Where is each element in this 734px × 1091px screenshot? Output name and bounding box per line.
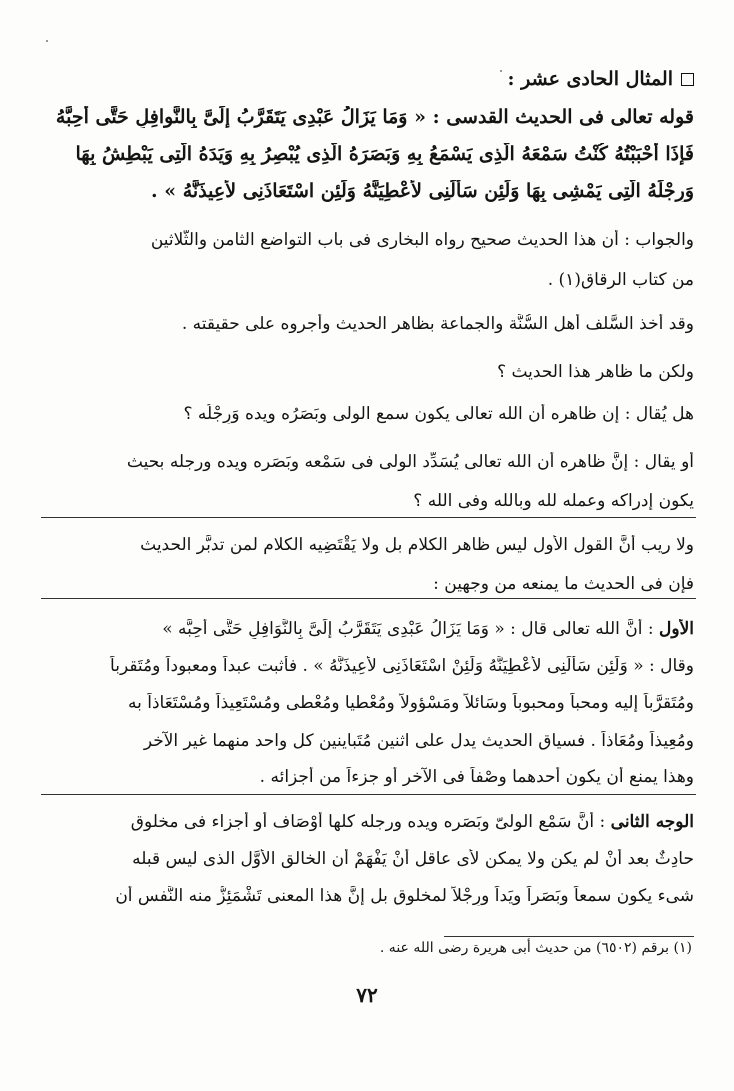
section-heading	[44, 68, 694, 90]
line-rest: : أنَّ سَمْع الولىّ وبَصَره ويده ورجله كلها أوْصَاف أو أجزاء فى مخلوق	[130, 812, 611, 832]
line-rest: : أنَّ الله تعالى قال : « وَمَا يَزَالُ عَبْدِى يَتَقَرَّبُ إِلَىَّ بِالنَّوَافِلِ حَتَّى أُحِبَّه »	[162, 619, 660, 639]
scan-speck	[46, 40, 48, 42]
text-line	[44, 619, 694, 639]
page-number: ٧٢	[356, 983, 378, 1007]
checkbox-square-icon	[681, 73, 694, 86]
divider-rule	[41, 598, 696, 599]
text-line: فإن فى الحديث ما يمنعه من وجهين :	[433, 574, 694, 594]
line-lead: الوجه الثانى	[610, 812, 694, 832]
text-line: وهذا يمنع أن يكون أحدهما وصْفاً فى الآخر أو جزءاً من أجزائه .	[259, 767, 694, 787]
verse-line: وَرِجْلَهُ الَّتِى يَمْشِى بِهَا وَلَئِن سَأَلَنِى لأُعْطِيَنَّهُ وَلَئِن اسْتَعَاذَنِى لأُعِيذَنَّهُ » .	[151, 180, 694, 202]
text-line: من كتاب الرقاق(١) .	[547, 270, 694, 290]
footnote: (١) برقم (٦٥٠٢) من حديث أبى هريرة رضى الله عنه .	[379, 940, 692, 956]
verse-text: « وَمَا يَزَالُ عَبْدِى يَتَقَرَّبُ إِلَىَّ بِالنَّوافِلِ حَتَّى أُحِبَّهُ	[55, 106, 433, 128]
text-line: ولا ريب أنَّ القول الأول ليس ظاهر الكلام بل ولا يَقْتَضِيه الكلام لمن تدبَّر الحديث	[140, 535, 694, 555]
text-line: يكون إدراكه وعمله لله وبالله وفى الله ؟	[413, 491, 694, 511]
divider-rule	[41, 517, 696, 518]
text-line: هل يُقال : إن ظاهره أن الله تعالى يكون سمع الولى وبَصَرُه ويده وَرِجْلُه ؟	[183, 404, 694, 424]
footnote-rule	[444, 936, 694, 937]
line-lead: الأول	[659, 619, 694, 639]
text-line: وقال : « وَلَئِن سَأَلَنِى لأُعْطِيَنَّهُ وَلَئِنْ اسْتَعَاذَنِى لأُعِيذَنَّهُ » . فأثبت عبداً ومعبوداً ومُتَقرباً	[110, 656, 694, 676]
text-line: حادِثٌ بعد أنْ لم يكن ولا يمكن لأى عاقل أنْ يَفْهَمْ أن الخالق الأوَّل الذى ليس قبله	[132, 849, 694, 869]
text-line	[44, 106, 694, 128]
text-line: ومُتَقرَّباً إليه ومحباً ومحبوباً وسَائلاً ومَسْؤولاً ومُعْطيا ومُعْطى ومُسْتَعِيذاً ومُسْتَعَاذاً به	[127, 693, 694, 713]
text-line: ولكن ما ظاهر هذا الحديث ؟	[497, 362, 694, 382]
text-line: شىء يكون سمعاً وبَصَراً ويَداً ورِجْلاً لمخلوق بل إنَّ هذا المعنى تَشْمَئِزُّ منه النَّفس أن	[115, 886, 694, 906]
divider-rule	[41, 794, 696, 795]
text-line: أو يقال : إنَّ ظاهره أن الله تعالى يُسَدِّد الولى فى سَمْعه وبَصَره ويده ورجله بحيث	[126, 452, 694, 472]
line-lead: قوله تعالى فى الحديث القدسى :	[432, 106, 694, 128]
text-line: والجواب : أن هذا الحديث صحيح رواه البخارى فى باب التواضع الثامن والثّلاثين	[150, 230, 694, 250]
text-line: ومُعِيذاً ومُعَاذاً . فسياق الحديث يدل على اثنين مُتَباينين كل واحد منهما غير الآخر	[143, 731, 694, 751]
heading-text: المثال الحادى عشر :	[507, 68, 673, 90]
text-line: وقد أخذ السَّلف أهل السُّنَّة والجماعة بظاهر الحديث وأجروه على حقيقته .	[181, 314, 694, 334]
verse-line: فَإِذَا أَحْبَبْتُهُ كُنْتُ سَمْعَهُ الَّذِى يَسْمَعُ بِهِ وَبَصَرَهُ الَّذِى يُبْصِرُ بِهِ وَيَدَهُ الَّتِى يَبْطِشُ بِهَا	[75, 143, 694, 165]
text-line	[44, 812, 694, 832]
